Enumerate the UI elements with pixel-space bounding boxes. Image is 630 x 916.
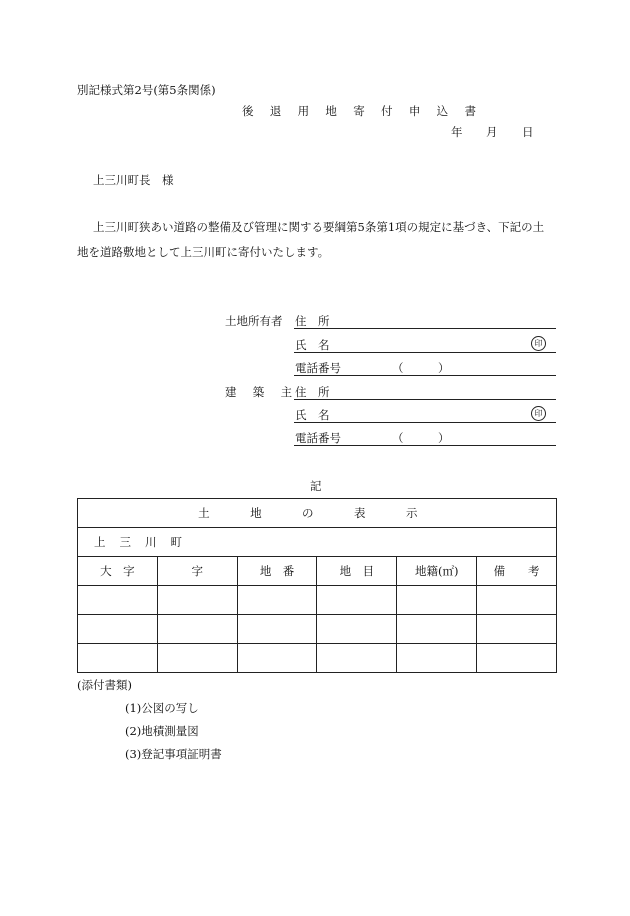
owner-phone-label: 電話番号 <box>295 361 341 375</box>
builder-label: 建 築 主 <box>225 385 299 399</box>
owner-seal-icon: 印 <box>531 336 546 351</box>
table-cell[interactable] <box>317 586 397 615</box>
table-cell[interactable] <box>397 615 477 644</box>
table-cell[interactable] <box>397 644 477 673</box>
table-cell[interactable] <box>78 586 158 615</box>
owner-address-label: 住 所 <box>295 314 330 328</box>
owner-name-line[interactable] <box>294 352 556 353</box>
column-header-aza: 字 <box>157 557 237 586</box>
builder-address-line[interactable] <box>294 399 556 400</box>
builder-phone-line[interactable] <box>294 445 556 446</box>
column-header-chiban: 地 番 <box>237 557 317 586</box>
table-cell[interactable] <box>477 586 557 615</box>
attachment-item-3: (3)登記事項証明書 <box>125 747 222 761</box>
builder-seal-icon: 印 <box>531 406 546 421</box>
builder-phone-label: 電話番号 <box>295 431 341 445</box>
table-cell[interactable] <box>78 615 158 644</box>
owner-phone-parens: （ ） <box>392 361 450 375</box>
table-row <box>78 615 557 644</box>
column-header-chimoku: 地 目 <box>317 557 397 586</box>
owner-phone-line[interactable] <box>294 375 556 376</box>
table-cell[interactable] <box>237 644 317 673</box>
record-label: 記 <box>310 479 322 493</box>
table-cell[interactable] <box>237 615 317 644</box>
table-row <box>78 586 557 615</box>
builder-name-line[interactable] <box>294 422 556 423</box>
column-header-area: 地籍(㎡) <box>397 557 477 586</box>
owner-label: 土地所有者 <box>225 314 283 328</box>
addressee: 上三川町長 様 <box>93 173 174 187</box>
date-year: 年 <box>451 125 463 139</box>
table-cell[interactable] <box>157 586 237 615</box>
date-month: 月 <box>486 125 498 139</box>
attachments-title: (添付書類) <box>77 678 132 692</box>
page-title: 後 退 用 地 寄 付 申 込 書 <box>242 104 483 118</box>
body-line-1: 上三川町狭あい道路の整備及び管理に関する要綱第5条第1項の規定に基づき、下記の土 <box>93 220 545 234</box>
table-cell[interactable] <box>157 644 237 673</box>
owner-address-line[interactable] <box>294 328 556 329</box>
table-cell[interactable] <box>78 644 158 673</box>
land-table-column-headers <box>78 557 557 586</box>
attachment-item-2: (2)地積測量図 <box>125 724 199 738</box>
table-cell[interactable] <box>237 586 317 615</box>
table-cell[interactable] <box>317 615 397 644</box>
table-cell[interactable] <box>477 644 557 673</box>
body-line-2: 地を道路敷地として上三川町に寄付いたします。 <box>77 245 330 259</box>
builder-phone-parens: （ ） <box>392 431 450 445</box>
builder-name-label: 氏 名 <box>295 408 330 422</box>
table-cell[interactable] <box>157 615 237 644</box>
land-table-town: 上三川町 <box>78 528 557 557</box>
table-row <box>78 644 557 673</box>
table-cell[interactable] <box>397 586 477 615</box>
builder-address-label: 住 所 <box>295 385 330 399</box>
owner-name-label: 氏 名 <box>295 338 330 352</box>
column-header-oaza: 大 字 <box>78 557 158 586</box>
land-table-header: 土 地 の 表 示 <box>78 499 557 528</box>
land-table <box>77 498 557 673</box>
table-cell[interactable] <box>317 644 397 673</box>
date-day: 日 <box>522 125 534 139</box>
column-header-remarks: 備 考 <box>477 557 557 586</box>
attachment-item-1: (1)公図の写し <box>125 701 199 715</box>
form-number: 別記様式第2号(第5条関係) <box>77 83 216 97</box>
table-cell[interactable] <box>477 615 557 644</box>
